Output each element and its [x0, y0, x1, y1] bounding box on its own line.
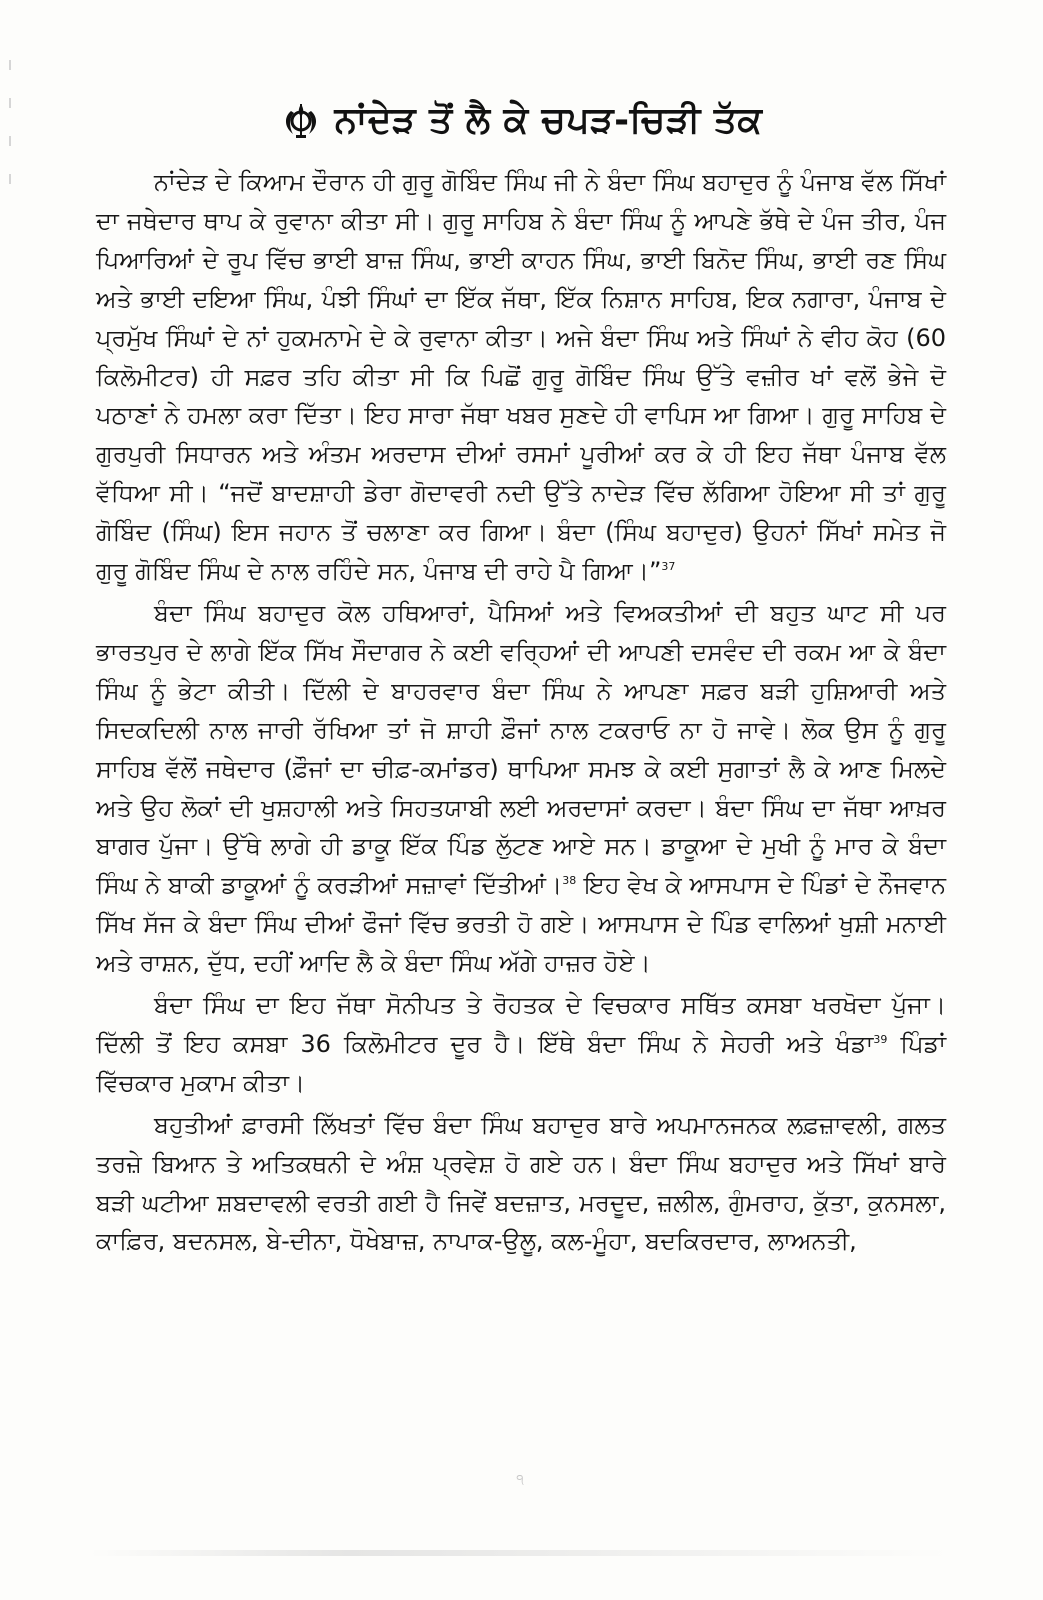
paragraph-4 [96, 1106, 946, 1262]
footnote-ref-38: 38 [562, 874, 577, 888]
paragraph-4-text: ਬਹੁਤੀਆਂ ਫ਼ਾਰਸੀ ਲਿੱਖਤਾਂ ਵਿੱਚ ਬੰਦਾ ਸਿੰਘ ਬਹਾਦੁਰ ਬਾਰੇ ਅਪਮਾਨਜਨਕ ਲਫ਼ਜ਼ਾਵਲੀ, ਗਲਤ ਤਰਜ਼ੇ ਬਿਆਨ ਤੇ ਅਤਿਕਥਨੀ ਦੇ ਅੰਸ਼ ਪ੍ਰਵੇਸ਼ ਹੋ ਗਏ ਹਨ। ਬੰਦਾ ਸਿੰਘ ਬਹਾਦੁਰ ਅਤੇ ਸਿੱਖਾਂ ਬਾਰੇ ਬੜੀ ਘਟੀਆ ਸ਼ਬਦਾਵਲੀ ਵਰਤੀ ਗਈ ਹੈ ਜਿਵੇਂ ਬਦਜ਼ਾਤ, ਮਰਦੂਦ, ਜ਼ਲੀਲ, ਗੁੰਮਰਾਹ, ਕੁੱਤਾ, ਕੁਨਸਲਾ, ਕਾਫ਼ਿਰ, ਬਦਨਸਲ, ਬੇ-ਦੀਨਾ, ਧੋਖੇਬਾਜ਼, ਨਾਪਾਕ-ਉਲੂ, ਕਲ-ਮੂੰਹਾ, ਬਦਕਿਰਦਾਰ, ਲਾਅਨਤੀ, [96, 1110, 946, 1256]
paragraph-2 [96, 594, 946, 983]
scan-smudge [90, 1550, 950, 1556]
paragraph-3-text: ਬੰਦਾ ਸਿੰਘ ਦਾ ਇਹ ਜੱਥਾ ਸੋਨੀਪਤ ਤੇ ਰੋਹਤਕ ਦੇ ਵਿਚਕਾਰ ਸਥਿੱਤ ਕਸਬਾ ਖਰਖੋਦਾ ਪੁੱਜਾ। ਦਿੱਲੀ ਤੋਂ ਇਹ ਕਸਬਾ 36 ਕਿਲੋਮੀਟਰ ਦੂਰ ਹੈ। ਇੱਥੇ ਬੰਦਾ ਸਿੰਘ ਨੇ ਸੇਹਰੀ ਅਤੇ ਖੰਡਾ [96, 991, 946, 1058]
paragraph-1-text: ਨਾਂਦੇੜ ਦੇ ਕਿਆਮ ਦੌਰਾਨ ਹੀ ਗੁਰੂ ਗੋਬਿੰਦ ਸਿੰਘ ਜੀ ਨੇ ਬੰਦਾ ਸਿੰਘ ਬਹਾਦੁਰ ਨੂੰ ਪੰਜਾਬ ਵੱਲ ਸਿੱਖਾਂ ਦਾ ਜਥੇਦਾਰ ਥਾਪ ਕੇ ਰੁਵਾਨਾ ਕੀਤਾ ਸੀ। ਗੁਰੂ ਸਾਹਿਬ ਨੇ ਬੰਦਾ ਸਿੰਘ ਨੂੰ ਆਪਣੇ ਭੱਥੇ ਦੇ ਪੰਜ ਤੀਰ, ਪੰਜ ਪਿਆਰਿਆਂ ਦੇ ਰੂਪ ਵਿੱਚ ਭਾਈ ਬਾਜ਼ ਸਿੰਘ, ਭਾਈ ਕਾਹਨ ਸਿੰਘ, ਭਾਈ ਬਿਨੋਦ ਸਿੰਘ, ਭਾਈ ਰਣ ਸਿੰਘ ਅਤੇ ਭਾਈ ਦਇਆ ਸਿੰਘ, ਪੰਝੀ ਸਿੰਘਾਂ ਦਾ ਇੱਕ ਜੱਥਾ, ਇੱਕ ਨਿਸ਼ਾਨ ਸਾਹਿਬ, ਇਕ ਨਗਾਰਾ, ਪੰਜਾਬ ਦੇ ਪ੍ਰਮੁੱਖ ਸਿੰਘਾਂ ਦੇ ਨਾਂ ਹੁਕਮਨਾਮੇ ਦੇ ਕੇ ਰੁਵਾਨਾ ਕੀਤਾ। ਅਜੇ ਬੰਦਾ ਸਿੰਘ ਅਤੇ ਸਿੰਘਾਂ ਨੇ ਵੀਹ ਕੋਹ (60 ਕਿਲੋਮੀਟਰ) ਹੀ ਸਫ਼ਰ ਤਹਿ ਕੀਤਾ ਸੀ ਕਿ ਪਿਛੋਂ ਗੁਰੂ ਗੋਬਿੰਦ ਸਿੰਘ ਉੱਤੇ ਵਜ਼ੀਰ ਖਾਂ ਵਲੋਂ ਭੇਜੇ ਦੋ ਪਠਾਣਾਂ ਨੇ ਹਮਲਾ ਕਰਾ ਦਿੱਤਾ। ਇਹ ਸਾਰਾ ਜੱਥਾ ਖਬਰ ਸੁਣਦੇ ਹੀ ਵਾਪਿਸ ਆ ਗਿਆ। ਗੁਰੂ ਸਾਹਿਬ ਦੇ ਗੁਰਪੁਰੀ ਸਿਧਾਰਨ ਅਤੇ ਅੰਤਮ ਅਰਦਾਸ ਦੀਆਂ ਰਸਮਾਂ ਪੂਰੀਆਂ ਕਰ ਕੇ ਹੀ ਇਹ ਜੱਥਾ ਪੰਜਾਬ ਵੱਲ ਵੱਧਿਆ ਸੀ। “ਜਦੋਂ ਬਾਦਸ਼ਾਹੀ ਡੇਰਾ ਗੋਦਾਵਰੀ ਨਦੀ ਉੱਤੇ ਨਾਦੇੜ ਵਿੱਚ ਲੱਗਿਆ ਹੋਇਆ ਸੀ ਤਾਂ ਗੁਰੂ ਗੋਬਿੰਦ (ਸਿੰਘ) ਇਸ ਜਹਾਨ ਤੋਂ ਚਲਾਣਾ ਕਰ ਗਿਆ। ਬੰਦਾ (ਸਿੰਘ ਬਹਾਦੁਰ) ਉਹਨਾਂ ਸਿੱਖਾਂ ਸਮੇਤ ਜੋ ਗੁਰੂ ਗੋਬਿੰਦ ਸਿੰਘ ਦੇ ਨਾਲ ਰਹਿੰਦੇ ਸਨ, ਪੰਜਾਬ ਦੀ ਰਾਹੇ ਪੈ ਗਿਆ।” [96, 168, 946, 586]
chapter-title: ਨਾਂਦੇੜ ਤੋਂ ਲੈ ਕੇ ਚਪੜ-ਚਿੜੀ ਤੱਕ [334, 100, 763, 141]
paragraph-3 [96, 986, 946, 1103]
page-number: ੧ [516, 1472, 524, 1488]
footnote-ref-37: 37 [661, 560, 676, 574]
paragraph-3-tail: ਪਿੰਡਾਂ ਵਿੱਚਕਾਰ ਮੁਕਾਮ ਕੀਤਾ। [96, 1029, 947, 1097]
paragraph-2-text: ਬੰਦਾ ਸਿੰਘ ਬਹਾਦੁਰ ਕੋਲ ਹਥਿਆਰਾਂ, ਪੈਸਿਆਂ ਅਤੇ ਵਿਅਕਤੀਆਂ ਦੀ ਬਹੁਤ ਘਾਟ ਸੀ ਪਰ ਭਾਰਤਪੁਰ ਦੇ ਲਾਗੇ ਇੱਕ ਸਿੱਖ ਸੌਦਾਗਰ ਨੇ ਕਈ ਵਰ੍ਹਿਆਂ ਦੀ ਆਪਣੀ ਦਸਵੰਦ ਦੀ ਰਕਮ ਆ ਕੇ ਬੰਦਾ ਸਿੰਘ ਨੂੰ ਭੇਟਾ ਕੀਤੀ। ਦਿੱਲੀ ਦੇ ਬਾਹਰਵਾਰ ਬੰਦਾ ਸਿੰਘ ਨੇ ਆਪਣਾ ਸਫ਼ਰ ਬੜੀ ਹੁਸ਼ਿਆਰੀ ਅਤੇ ਸਿਦਕਦਿਲੀ ਨਾਲ ਜਾਰੀ ਰੱਖਿਆ ਤਾਂ ਜੋ ਸ਼ਾਹੀ ਫ਼ੌਜਾਂ ਨਾਲ ਟਕਰਾਓ ਨਾ ਹੋ ਜਾਵੇ। ਲੋਕ ਉਸ ਨੂੰ ਗੁਰੂ ਸਾਹਿਬ ਵੱਲੋਂ ਜਥੇਦਾਰ (ਫ਼ੌਜਾਂ ਦਾ ਚੀਫ਼-ਕਮਾਂਡਰ) ਥਾਪਿਆ ਸਮਝ ਕੇ ਕਈ ਸੁਗਾਤਾਂ ਲੈ ਕੇ ਆਣ ਮਿਲਦੇ ਅਤੇ ਉਹ ਲੋਕਾਂ ਦੀ ਖੁਸ਼ਹਾਲੀ ਅਤੇ ਸਿਹਤਯਾਬੀ ਲਈ ਅਰਦਾਸਾਂ ਕਰਦਾ। ਬੰਦਾ ਸਿੰਘ ਦਾ ਜੱਥਾ ਆਖ਼ਰ ਬਾਗਰ ਪੁੱਜਾ। ਉੱਥੇ ਲਾਗੇ ਹੀ ਡਾਕੂ ਇੱਕ ਪਿੰਡ ਲੁੱਟਣ ਆਏ ਸਨ। ਡਾਕੂਆ ਦੇ ਮੁਖੀ ਨੂੰ ਮਾਰ ਕੇ ਬੰਦਾ ਸਿੰਘ ਨੇ ਬਾਕੀ ਡਾਕੂਆਂ ਨੂੰ ਕਰੜੀਆਂ ਸਜ਼ਾਵਾਂ ਦਿੱਤੀਆਂ। [96, 598, 946, 900]
khanda-icon [281, 101, 321, 141]
paragraph-2-tail: ਇਹ ਵੇਖ ਕੇ ਆਸਪਾਸ ਦੇ ਪਿੰਡਾਂ ਦੇ ਨੌਜਵਾਨ ਸਿੱਖ ਸੱਜ ਕੇ ਬੰਦਾ ਸਿੰਘ ਦੀਆਂ ਫੌਜਾਂ ਵਿੱਚ ਭਰਤੀ ਹੋ ਗਏ। ਆਸਪਾਸ ਦੇ ਪਿੰਡ ਵਾਲਿਆਂ ਖੁਸ਼ੀ ਮਨਾਈ ਅਤੇ ਰਾਸ਼ਨ, ਦੁੱਧ, ਦਹੀਂ ਆਦਿ ਲੈ ਕੇ ਬੰਦਾ ਸਿੰਘ ਅੱਗੇ ਹਾਜ਼ਰ ਹੋਏ। [96, 871, 947, 978]
chapter-heading [0, 100, 1043, 142]
body-text [96, 163, 946, 1264]
paragraph-1 [96, 163, 946, 591]
footnote-ref-39: 39 [873, 1032, 888, 1046]
